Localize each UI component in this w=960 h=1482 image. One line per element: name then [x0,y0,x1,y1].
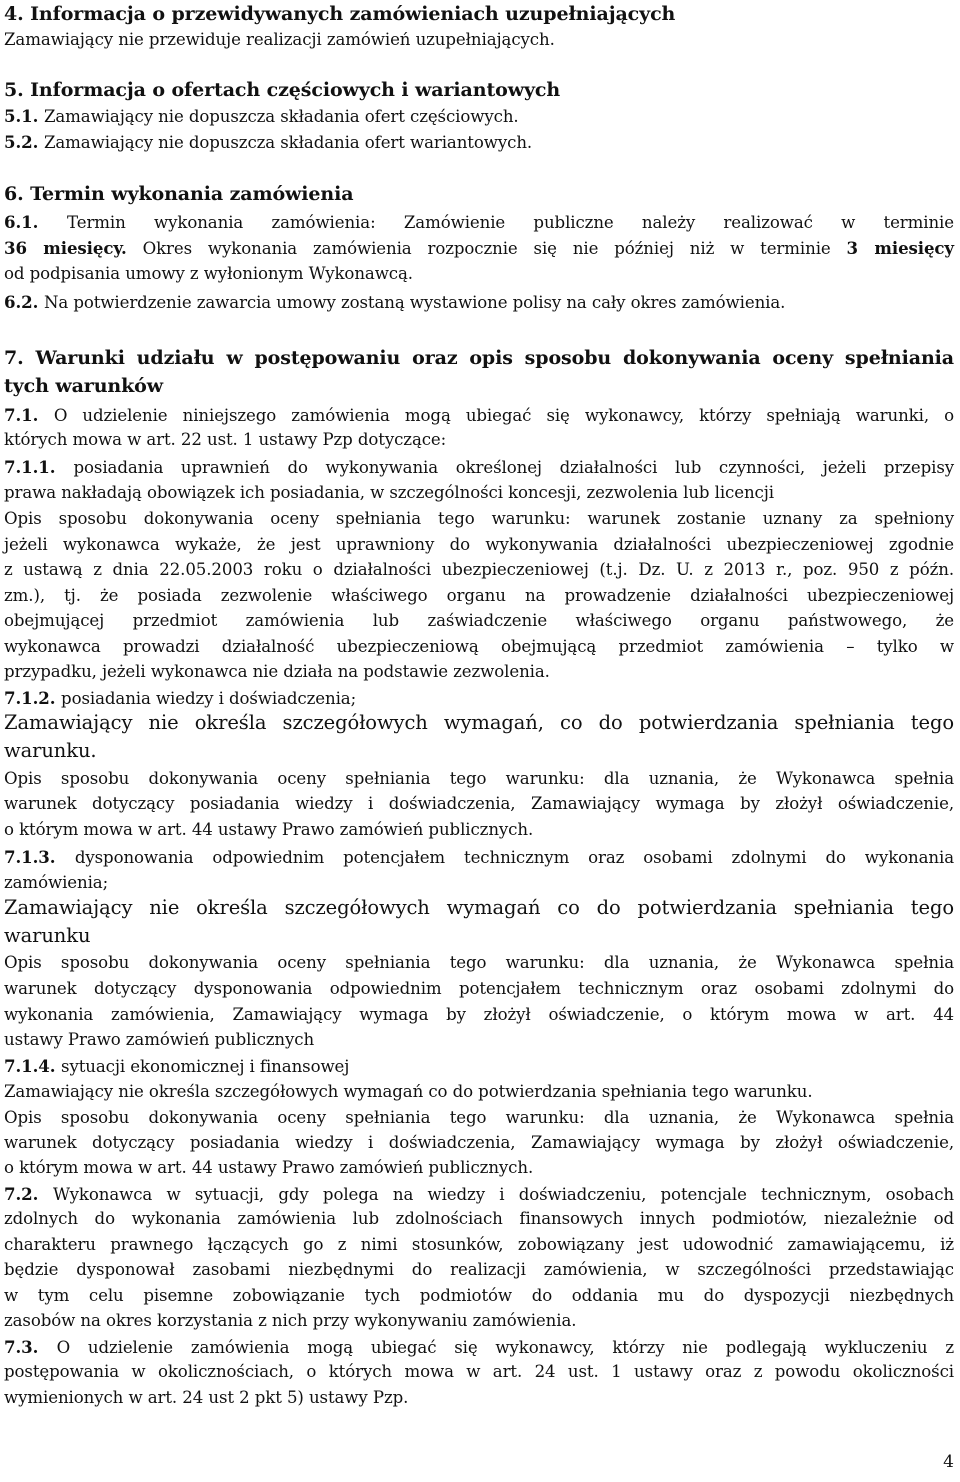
bold-text-segment: 6.1. [4,212,68,232]
section-7-1-2-line-5 [4,792,954,816]
section-7-heading-line-1 [4,346,954,370]
text-segment: Opis sposobu dokonywania oceny spełniania tego warunku: warunek zostanie uznany za spełniony [4,509,954,528]
section-7-1-3-line-8 [4,1028,954,1052]
bold-text-segment: 5.2. [4,132,44,152]
text-segment: warunek dotyczący posiadania wiedzy i doświadczenia, Zamawiający wymaga by złożył oświadczenie, [4,794,954,813]
section-7-3-line-2 [4,1360,954,1384]
bold-text-segment: 5. Informacja o ofertach częściowych i wariantowych [4,79,561,101]
section-7-1-4-line-5 [4,1156,954,1180]
text-segment: przypadku, jeżeli wykonawca nie działa na podstawie zezwolenia. [4,662,550,681]
section-5-heading [4,78,954,102]
text-segment: prawa nakładają obowiązek ich posiadania, w szczególności koncesji, zezwolenia lub licencji [4,483,774,502]
section-7-2-line-4 [4,1258,954,1282]
text-segment: warunku [4,924,91,947]
section-7-1-1-line-3 [4,507,954,531]
text-segment: warunek dotyczący posiadania wiedzy i doświadczenia, Zamawiający wymaga by złożył oświadczenie, [4,1133,954,1152]
text-segment: ustawy Prawo zamówień publicznych [4,1030,315,1049]
text-segment: Zamawiający nie określa szczegółowych wymagań, co do potwierdzania spełniania tego [4,711,954,734]
section-7-heading-line-2 [4,374,954,398]
section-7-1-4-line-3 [4,1106,954,1130]
section-7-1-4-line-2 [4,1080,954,1104]
bold-text-segment: 7.3. [4,1337,57,1357]
text-segment: dysponowania odpowiednim potencjałem technicznym oraz osobami zdolnymi do wykonania [74,848,955,867]
bold-text-segment: 7.1.2. [4,688,62,708]
section-6-1-line-3 [4,262,954,286]
section-7-1-1-line-7 [4,609,954,633]
text-segment: wykonawca prowadzi działalność ubezpieczeniową obejmującą przedmiot zamówienia – tylko w [4,637,954,656]
section-7-3-line-1 [4,1335,954,1360]
text-segment: O udzielenie niniejszego zamówienia mogą ubiegać się wykonawcy, którzy spełniają warunki, o [53,406,954,425]
bold-text-segment: 7.2. [4,1184,54,1204]
section-4-body [4,28,954,52]
text-segment: zdolnych do wykonania zamówienia lub zdolnościach finansowych innych podmiotów, niezależnie od [4,1209,954,1228]
bold-text-segment: tych warunków [4,375,164,397]
bold-text-segment: 6.2. [4,292,44,312]
text-segment: O udzielenie zamówienia mogą ubiegać się wykonawcy, którzy nie podlegają wykluczeniu z [56,1338,954,1357]
text-segment: których mowa w art. 22 ust. 1 ustawy Pzp dotyczące: [4,430,447,449]
text-segment: zasobów na okres korzystania z nich przy wykonywaniu zamówienia. [4,1311,577,1330]
section-5-2 [4,130,954,155]
text-segment: Opis sposobu dokonywania oceny spełniania tego warunku: dla uznania, że Wykonawca spełnia [4,1108,954,1127]
section-7-2-line-3 [4,1233,954,1257]
text-segment: wymienionych w art. 24 ust 2 pkt 5) ustawy Pzp. [4,1388,409,1407]
text-segment: z ustawą z dnia 22.05.2003 roku o działalności ubezpieczeniowej (t.j. Dz. U. z 2013 r., poz. 950 z późn. [4,560,954,579]
section-7-1-2-line-2 [4,709,954,737]
section-6-1-line-1 [4,210,954,235]
text-segment: warunek dotyczący dysponowania odpowiednim potencjałem technicznym oraz osobami zdolnymi do [4,979,954,998]
section-7-2-line-1 [4,1182,954,1207]
text-segment: Zamawiający nie przewiduje realizacji zamówień uzupełniających. [4,30,555,49]
text-segment: Zamawiający nie dopuszcza składania ofert wariantowych. [43,133,533,152]
section-7-1-2-line-3 [4,737,954,765]
text-segment: warunku. [4,739,97,762]
section-7-1-1-line-1 [4,455,954,480]
section-7-1-2-line-4 [4,767,954,791]
section-7-1-4-line-4 [4,1131,954,1155]
section-7-1-1-line-8 [4,635,954,659]
section-7-1-1-line-9 [4,660,954,684]
section-7-1-1-line-5 [4,558,954,582]
bold-text-segment: 4. Informacja o przewidywanych zamówieniach uzupełniających [4,3,676,25]
text-segment: sytuacji ekonomicznej i finansowej [61,1057,350,1076]
bold-text-segment: 5.1. [4,106,44,126]
bold-text-segment: 36 miesięcy. [4,238,127,258]
text-segment: obejmującej przedmiot zamówienia lub zaświadczenie właściwego organu państwowego, że [4,611,954,630]
section-4-heading [4,2,954,26]
bold-text-segment: 3 miesięcy [846,238,954,258]
text-segment: posiadania uprawnień do wykonywania określonej działalności lub czynności, jeżeli przepisy [73,458,955,477]
text-segment: Opis sposobu dokonywania oceny spełniania tego warunku: dla uznania, że Wykonawca spełnia [4,953,954,972]
section-7-1-3-line-4 [4,922,954,950]
section-6-heading [4,182,954,206]
section-7-1-1-line-4 [4,533,954,557]
text-segment: o którym mowa w art. 44 ustawy Prawo zamówień publicznych. [4,820,534,839]
text-segment: w tym celu pisemne zobowiązanie tych podmiotów do oddania mu do dyspozycji niezbędnych [4,1286,954,1305]
bold-text-segment: 6. Termin wykonania zamówienia [4,183,354,205]
text-segment: zamówienia; [4,873,109,892]
section-7-1-3-line-6 [4,977,954,1001]
section-7-1-1-line-6 [4,584,954,608]
page-number: 4 [943,1452,954,1472]
text-segment: zm.), tj. że posiada zezwolenie właściwego organu na prowadzenie działalności ubezpieczeniowej [4,586,954,605]
text-segment: Opis sposobu dokonywania oceny spełniania tego warunku: dla uznania, że Wykonawca spełnia [4,769,954,788]
section-7-2-line-6 [4,1309,954,1333]
section-7-1-line-1 [4,403,954,428]
text-segment: od podpisania umowy z wyłonionym Wykonawcą. [4,264,413,283]
section-7-1-3-line-5 [4,951,954,975]
section-7-1-line-2 [4,428,954,452]
section-7-1-2-line-6 [4,818,954,842]
bold-text-segment: 7.1.4. [4,1056,62,1076]
section-7-3-line-3 [4,1386,954,1410]
text-segment: Termin wykonania zamówienia: Zamówienie publiczne należy realizować w terminie [67,213,954,232]
bold-text-segment: 7.1.3. [4,847,75,867]
text-segment: postępowania w okolicznościach, o których mowa w art. 24 ust. 1 ustawy oraz z powodu okoliczności [4,1362,954,1381]
section-7-1-4-heading [4,1054,954,1079]
section-7-2-line-2 [4,1207,954,1231]
section-6-2 [4,290,954,315]
text-segment: Zamawiający nie dopuszcza składania ofert częściowych. [43,107,519,126]
text-segment: Zamawiający nie określa szczegółowych wymagań co do potwierdzania spełniania tego warunku. [4,1082,813,1101]
section-7-1-1-line-2 [4,481,954,505]
bold-text-segment: 7.1.1. [4,457,74,477]
section-7-1-3-line-2 [4,871,954,895]
section-7-1-3-line-7 [4,1003,954,1027]
bold-text-segment: 7. Warunki udziału w postępowaniu oraz opis sposobu dokonywania oceny spełniania [4,347,954,369]
text-segment: Wykonawca w sytuacji, gdy polega na wiedzy i doświadczeniu, potencjale technicznym, osobach [53,1185,954,1204]
section-5-1 [4,104,954,129]
text-segment: charakteru prawnego łączących go z nimi stosunków, zobowiązany jest udowodnić zamawiającemu, iż [4,1235,954,1254]
text-segment: wykonania zamówienia, Zamawiający wymaga by złożył oświadczenie, o którym mowa w art. 44 [4,1005,954,1024]
section-7-1-3-line-3 [4,894,954,922]
text-segment: będzie dysponował zasobami niezbędnymi do realizacji zamówienia, w szczególności przedstawiając [4,1260,954,1279]
section-6-1-line-2 [4,236,954,261]
section-7-1-3-line-1 [4,845,954,870]
text-segment: posiadania wiedzy i doświadczenia; [61,689,357,708]
text-segment: Okres wykonania zamówienia rozpocznie się nie później niż w terminie [126,239,847,258]
text-segment: jeżeli wykonawca wykaże, że jest uprawniony do wykonywania działalności ubezpieczeniowej zgodnie [4,535,954,554]
text-segment: Zamawiający nie określa szczegółowych wymagań co do potwierdzania spełniania tego [4,896,954,919]
section-7-1-2-heading [4,686,954,711]
section-7-2-line-5 [4,1284,954,1308]
text-segment: o którym mowa w art. 44 ustawy Prawo zamówień publicznych. [4,1158,534,1177]
text-segment: Na potwierdzenie zawarcia umowy zostaną wystawione polisy na cały okres zamówienia. [43,293,786,312]
bold-text-segment: 7.1. [4,405,54,425]
